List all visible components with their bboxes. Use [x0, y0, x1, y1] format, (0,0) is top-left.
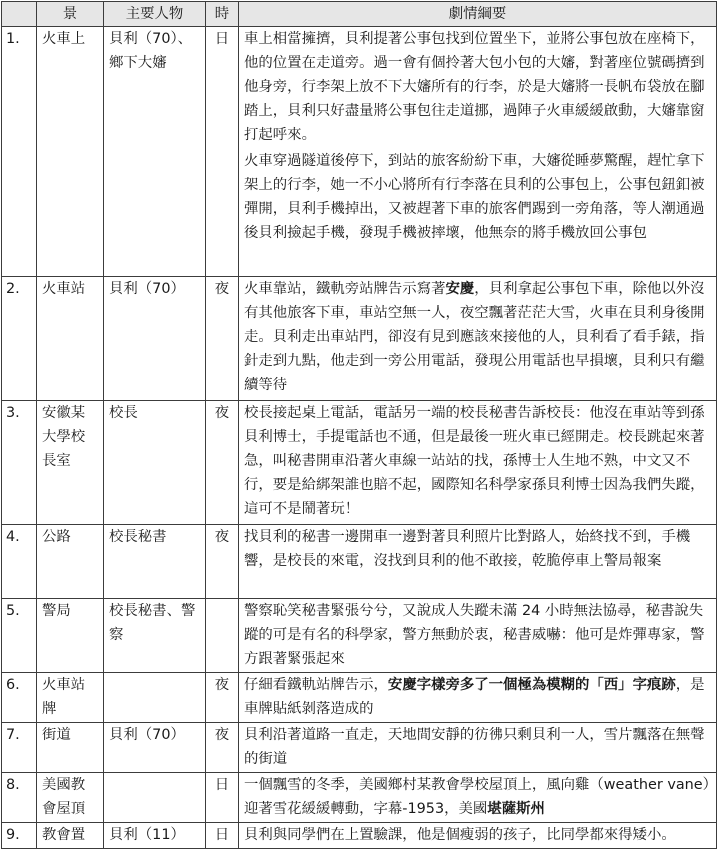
scene-time: 夜	[206, 723, 239, 773]
scene-time: 日	[206, 823, 239, 849]
scene-location: 教會置	[37, 823, 104, 849]
synopsis-paragraph	[244, 27, 711, 147]
table-row	[2, 27, 717, 277]
scene-number: 7.	[2, 723, 37, 773]
scene-number: 3.	[2, 401, 37, 525]
synopsis-paragraph	[244, 149, 711, 245]
scene-time: 夜	[206, 401, 239, 525]
header-scene: 景	[37, 2, 104, 27]
scene-number: 8.	[2, 773, 37, 823]
scene-location: 安徽某大學校長室	[37, 401, 104, 525]
synopsis-text: 車上相當擁擠，貝利提著公事包找到位置坐下，並將公事包放在座椅下，他的位置在走道旁。過一會有個拎著大包小包的大嬸，對著座位號碼擠到他身旁，行李架上放不下大嬸所有的行李，於是大嬸將一長帆布袋放在腳踏上，貝利只好盡量將公事包往走道挪，過陣子火車緩緩啟動，大嬸靠窗打起呼來。	[244, 31, 705, 143]
synopsis-paragraph	[244, 599, 711, 671]
scene-time: 夜	[206, 525, 239, 599]
synopsis-paragraph	[244, 277, 711, 397]
scene-characters: 貝利（11）	[104, 823, 206, 849]
table-row	[2, 823, 717, 849]
synopsis-paragraph	[244, 723, 711, 771]
scene-time: 日	[206, 27, 239, 277]
scene-time	[206, 599, 239, 673]
scene-synopsis	[239, 723, 717, 773]
scene-location: 火車站牌	[37, 673, 104, 723]
scene-number: 5.	[2, 599, 37, 673]
scene-synopsis	[239, 773, 717, 823]
header-time: 時	[206, 2, 239, 27]
synopsis-emphasis: 安慶字樣旁多了一個極為模糊的「西」字痕跡	[387, 677, 676, 693]
table-row	[2, 401, 717, 525]
synopsis-paragraph	[244, 673, 711, 721]
synopsis-text: 貝利與同學們在上置驗課，他是個瘦弱的孩子，比同學都來得矮小。	[244, 827, 676, 843]
synopsis-text: 仔細看鐵軌站牌告示，	[244, 677, 388, 693]
table-row	[2, 773, 717, 823]
scene-synopsis	[239, 525, 717, 599]
scene-characters	[104, 673, 206, 723]
synopsis-text: 警察恥笑秘書緊張兮兮，又說成人失蹤未滿 24 小時無法協尋，秘書說失蹤的可是有名的科學家，警方無動於衷，秘書威嚇：他可是炸彈專家，警方跟著緊張起來	[244, 603, 705, 667]
scene-synopsis	[239, 27, 717, 277]
scene-time: 夜	[206, 673, 239, 723]
table-row	[2, 599, 717, 673]
scene-location: 火車上	[37, 27, 104, 277]
scene-time: 日	[206, 773, 239, 823]
screenplay-outline-table	[1, 1, 717, 849]
scene-characters: 校長秘書	[104, 525, 206, 599]
scene-location: 公路	[37, 525, 104, 599]
scene-number: 4.	[2, 525, 37, 599]
scene-characters: 貝利（70）	[104, 723, 206, 773]
scene-synopsis	[239, 277, 717, 401]
synopsis-paragraph	[244, 525, 711, 573]
scene-synopsis	[239, 401, 717, 525]
scene-synopsis	[239, 673, 717, 723]
scene-location: 火車站	[37, 277, 104, 401]
synopsis-text: ，貝利拿起公事包下車，除他以外沒有其他旅客下車，車站空無一人，夜空飄著茫茫大雪，火車在貝利身後開走。貝利走出車站門，卻沒有見到應該來接他的人，貝利看了看手錶，指針走到九點，他走到一旁公用電話，發現公用電話也早損壞，貝利只有繼續等待	[244, 281, 705, 393]
table-row	[2, 673, 717, 723]
synopsis-text: 找貝利的秘書一邊開車一邊對著貝利照片比對路人，始終找不到，手機響，是校長的來電，沒找到貝利的他不敢接，乾脆停車上警局報案	[244, 529, 691, 569]
scene-characters	[104, 773, 206, 823]
scene-number: 9.	[2, 823, 37, 849]
table-row	[2, 525, 717, 599]
synopsis-emphasis: 堪薩斯州	[487, 801, 545, 817]
synopsis-text: 貝利沿著道路一直走，天地間安靜的彷彿只剩貝利一人，雪片飄落在無聲的街道	[244, 727, 705, 767]
synopsis-text: 火車靠站，鐵軌旁站牌告示寫著	[244, 281, 446, 297]
scene-number: 2.	[2, 277, 37, 401]
scene-time: 夜	[206, 277, 239, 401]
scene-number: 6.	[2, 673, 37, 723]
synopsis-text: 火車穿過隧道後停下，到站的旅客紛紛下車，大嬸從睡夢驚醒，趕忙拿下架上的行李，她一不小心將所有行李落在貝利的公事包上，公事包鈕釦被彈開，貝利手機掉出，又被趕著下車的旅客們踢到一旁角落，等人潮通過後貝利撿起手機，發現手機被摔壞，他無奈的將手機放回公事包	[244, 153, 705, 241]
synopsis-emphasis: 安慶	[445, 281, 475, 297]
scene-location: 警局	[37, 599, 104, 673]
header-synopsis: 劇情綱要	[239, 2, 717, 27]
scene-characters: 貝利（70）、鄉下大嬸	[104, 27, 206, 277]
synopsis-text: 校長接起桌上電話，電話另一端的校長秘書告訴校長：他沒在車站等到孫貝利博士，手提電話也不通，但是最後一班火車已經開走。校長跳起來著急，叫秘書開車沿著火車線一站站的找，孫博士人生地不熟，中文又不行，要是給綁架誰也賠不起，國際知名科學家孫貝利博士因為我們失蹤，這可不是鬧著玩！	[244, 405, 705, 517]
scene-characters: 貝利（70）	[104, 277, 206, 401]
scene-synopsis	[239, 599, 717, 673]
synopsis-paragraph	[244, 823, 711, 847]
scene-characters: 校長	[104, 401, 206, 525]
scene-synopsis	[239, 823, 717, 849]
synopsis-paragraph	[244, 773, 711, 821]
synopsis-text: ，是車牌貼紙剝落造成的	[244, 677, 705, 717]
header-characters: 主要人物	[104, 2, 206, 27]
header-index	[2, 2, 37, 27]
header-row	[2, 2, 717, 27]
synopsis-paragraph	[244, 401, 711, 521]
scene-rows	[2, 27, 717, 849]
synopsis-text: 一個飄雪的冬季，美國鄉村某教會學校屋頂上，風向雞（weather vane）迎著雪花緩緩轉動，字幕-1953，美國	[244, 777, 710, 817]
table-row	[2, 723, 717, 773]
scene-characters: 校長秘書、警察	[104, 599, 206, 673]
scene-number: 1.	[2, 27, 37, 277]
scene-location: 美國教會屋頂	[37, 773, 104, 823]
table-row	[2, 277, 717, 401]
scene-location: 街道	[37, 723, 104, 773]
